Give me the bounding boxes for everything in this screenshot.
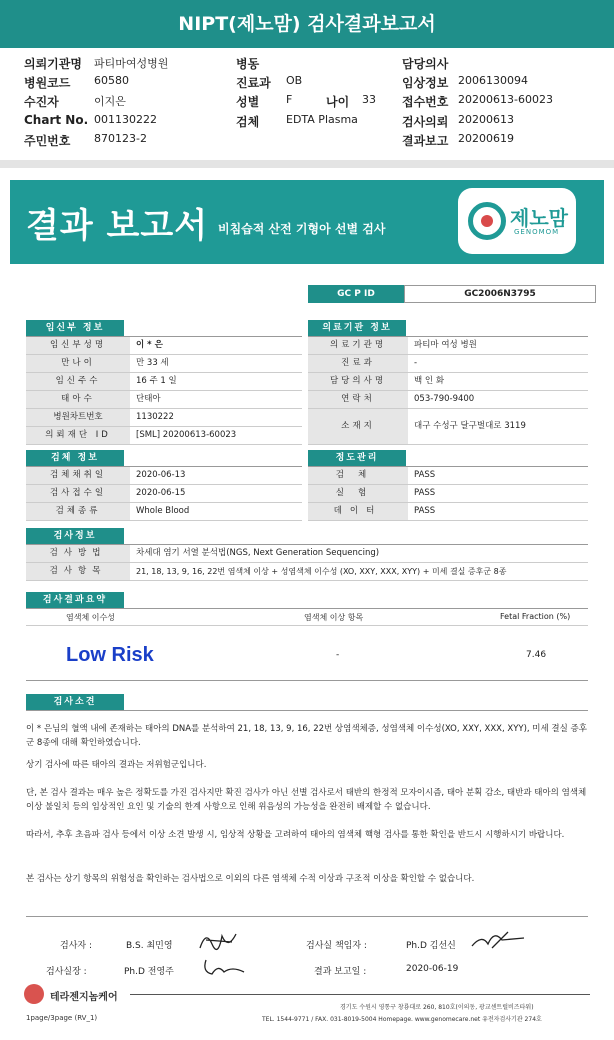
findings-paragraph: 단, 본 검사 결과는 매우 높은 정확도를 가진 검사지만 확진 검사가 아닌 선별 검사로서 태반의 한정적 모자이시즘, 태아 분획 감소, 태반과 태아의 염색체 이상 불일치 등의 임상적인 요인 및 기술의 한계 사항으로 인해 위음성의 가능성을 완전히 배제할 수 없습니다. [26, 788, 587, 812]
tester-label: 검사자 : [60, 941, 92, 951]
logo-text-en: GENOMOM [514, 228, 560, 236]
row-label: 데이터 [308, 503, 408, 520]
info-label: 성별 [236, 95, 260, 109]
qc-header: 정도관리 [308, 450, 406, 466]
info-label: 검사의뢰 [402, 115, 449, 129]
table-row [308, 373, 588, 391]
row-value: 2020-06-15 [136, 488, 186, 498]
table-rule [26, 608, 588, 609]
banner-title: 결과 보고서 [26, 206, 209, 246]
table-row [26, 391, 302, 409]
info-value: EDTA Plasma [286, 113, 358, 126]
info-value: 870123-2 [94, 132, 147, 145]
report-date-label: 결과 보고일 : [314, 967, 367, 977]
info-value: 2006130094 [458, 74, 528, 87]
row-label: 검사접수일 [26, 485, 130, 502]
table-rule [26, 916, 588, 917]
table-row [26, 337, 302, 355]
tester-signature [196, 926, 242, 956]
info-label: 담당의사 [402, 57, 449, 71]
info-value: OB [286, 74, 303, 87]
head-name: Ph.D 전영주 [124, 967, 174, 977]
info-label: 접수번호 [402, 95, 449, 109]
row-label: 만나이 [26, 355, 130, 372]
footer-rule [130, 994, 590, 995]
findings-paragraph: 따라서, 추후 초음파 검사 등에서 이상 소견 발생 시, 임상적 상황을 고려하여 태아의 염색체 핵형 검사를 통한 확인을 반드시 시행하시기 바랍니다. [26, 830, 565, 840]
row-label: 소재지 [308, 409, 408, 444]
gcp-id-label: GC P ID [308, 285, 404, 303]
company-logo-icon [24, 984, 44, 1004]
company-contact: TEL. 1544-9771 / FAX. 031-8019-5004 Homepage. www.genomecare.net 유전자검사기관 274호 [262, 1016, 542, 1023]
table-row [26, 467, 302, 485]
tester-name: B.S. 최민영 [126, 941, 173, 951]
findings-paragraph: 이 * 은님의 혈액 내에 존재하는 태아의 DNA를 분석하여 21, 18, 13, 9, 16, 22번 상염색체증, 성염색체 이수성(XO, XXY, XXX, XYY), 미세 결실 증후군 8종에 대해 확인하였습니다. [26, 724, 587, 748]
summary-col-abnormal: 염색체 이상 항목 [304, 613, 364, 622]
row-label: 검체채취일 [26, 467, 130, 484]
row-label: 병원차트번호 [26, 409, 130, 426]
info-value: 20200619 [458, 132, 514, 145]
manager-name: Ph.D 김선신 [406, 941, 456, 951]
company-address: 경기도 수원시 영통구 창룡대로 260, 810호(이의동, 광교센트럴비즈타워) [340, 1004, 534, 1011]
row-value: - [414, 358, 418, 368]
info-label: 수진자 [24, 95, 59, 109]
row-label: 진료과 [308, 355, 408, 372]
row-value: 1130222 [136, 412, 174, 422]
head-label: 검사실장 : [46, 967, 87, 977]
row-value: 만 33 세 [136, 358, 169, 368]
row-value: 이 * 은 [136, 340, 163, 350]
findings-paragraph: 상기 검사에 따른 태아의 결과는 저위험군입니다. [26, 760, 207, 770]
row-value: 053-790-9400 [414, 394, 475, 404]
row-value: 단태아 [136, 394, 161, 404]
section-divider [0, 160, 614, 168]
manager-label: 검사실 책임자 : [306, 941, 367, 951]
page-number: 1page/3page (RV_1) [26, 1014, 98, 1022]
findings-paragraph: 본 검사는 상기 항목의 위험성을 확인하는 검사법으로 이외의 다른 염색체 수적 이상과 구조적 이상을 확인할 수 없습니다. [26, 874, 475, 884]
info-label: 병원코드 [24, 76, 71, 90]
row-label: 연락처 [308, 391, 408, 408]
row-value: PASS [414, 506, 436, 516]
head-signature [200, 954, 248, 982]
row-label: 실험 [308, 485, 408, 502]
row-value: 2020-06-13 [136, 470, 186, 480]
info-label: 병동 [236, 57, 260, 71]
table-rule [26, 710, 588, 711]
summary-header: 검사결과요약 [26, 592, 124, 608]
row-label: 의뢰재단 ID [26, 427, 130, 444]
banner-subtitle: 비침습적 산전 기형아 선별 검사 [218, 222, 386, 236]
row-value: PASS [414, 470, 436, 480]
abnormal-item-value: - [336, 650, 340, 660]
info-label: 나이 [326, 95, 350, 109]
row-value: 백 인 화 [414, 376, 445, 386]
info-value: 60580 [94, 74, 129, 87]
summary-col-aneuploidy: 염색체 이수성 [66, 613, 115, 622]
row-value: [SML] 20200613-60023 [136, 430, 237, 440]
table-row [26, 427, 302, 445]
info-value: 이지은 [94, 95, 126, 108]
pregnant-info-header: 임신부 정보 [26, 320, 124, 336]
info-value: 001130222 [94, 113, 157, 126]
row-value: 차세대 염기 서열 분석법(NGS, Next Generation Sequencing) [136, 548, 380, 558]
table-row [308, 355, 588, 373]
info-label: 의뢰기관명 [24, 57, 82, 71]
summary-columns [26, 610, 586, 624]
table-row [308, 503, 588, 521]
report-title: NIPT(제노맘) 검사결과보고서 [0, 0, 614, 48]
row-label: 임신주수 [26, 373, 130, 390]
row-label: 태아수 [26, 391, 130, 408]
company-name: 테라젠지놈케어 [50, 992, 118, 1003]
row-label: 검체 [308, 467, 408, 484]
info-value: 20200613 [458, 113, 514, 126]
row-label: 검사방법 [26, 545, 130, 562]
institution-info-header: 의료기관 정보 [308, 320, 406, 336]
table-row [26, 373, 302, 391]
info-label: 임상정보 [402, 76, 449, 90]
row-label: 검사항목 [26, 563, 130, 580]
table-row [308, 467, 588, 485]
table-row [26, 503, 302, 521]
info-label: Chart No. [24, 113, 89, 127]
row-label: 의료기관명 [308, 337, 408, 354]
info-value: 20200613-60023 [458, 93, 553, 106]
manager-signature [468, 926, 528, 954]
specimen-info-header: 검체 정보 [26, 450, 124, 466]
fetal-fraction-value: 7.46 [526, 650, 547, 660]
gcp-id-value: GC2006N3795 [404, 285, 596, 303]
logo-mark-icon [468, 202, 506, 240]
row-value: 21, 18, 13, 9, 16, 22번 염색체 이상 + 성염색체 이수성 (XO, XXY, XXX, XYY) + 미세 결실 증후군 8종 [136, 567, 507, 576]
table-row [26, 563, 588, 581]
row-value: PASS [414, 488, 436, 498]
info-label: 결과보고 [402, 134, 449, 148]
table-row [308, 485, 588, 503]
logo-text: 제노맘 [510, 206, 568, 230]
row-label: 임신부성명 [26, 337, 130, 354]
row-value: 16 주 1 일 [136, 376, 177, 386]
info-label: 주민번호 [24, 134, 71, 148]
row-value: 대구 수성구 달구벌대로 3119 [414, 421, 526, 431]
table-rule [26, 680, 588, 681]
table-row [26, 355, 302, 373]
test-info-header: 검사정보 [26, 528, 124, 544]
patient-info-block [0, 52, 614, 154]
info-label: 진료과 [236, 76, 271, 90]
genomom-logo [458, 188, 576, 254]
info-label: 검체 [236, 115, 260, 129]
table-row [26, 485, 302, 503]
table-row [308, 391, 588, 409]
summary-col-fetal-fraction: Fetal Fraction (%) [500, 612, 571, 621]
info-value: F [286, 93, 293, 106]
row-value: Whole Blood [136, 506, 190, 516]
findings-header: 검사소견 [26, 694, 124, 710]
result-low-risk: Low Risk [66, 644, 154, 666]
row-value: 파티마 여성 병원 [414, 340, 477, 350]
table-rule [26, 625, 588, 626]
report-date: 2020-06-19 [406, 964, 459, 974]
info-value: 파티마여성병원 [94, 57, 169, 70]
table-row [26, 545, 588, 563]
row-label: 담당의사명 [308, 373, 408, 390]
info-value: 33 [362, 93, 376, 106]
row-label: 검체종류 [26, 503, 130, 520]
table-row [26, 409, 302, 427]
table-row [308, 409, 588, 445]
table-row [308, 337, 588, 355]
